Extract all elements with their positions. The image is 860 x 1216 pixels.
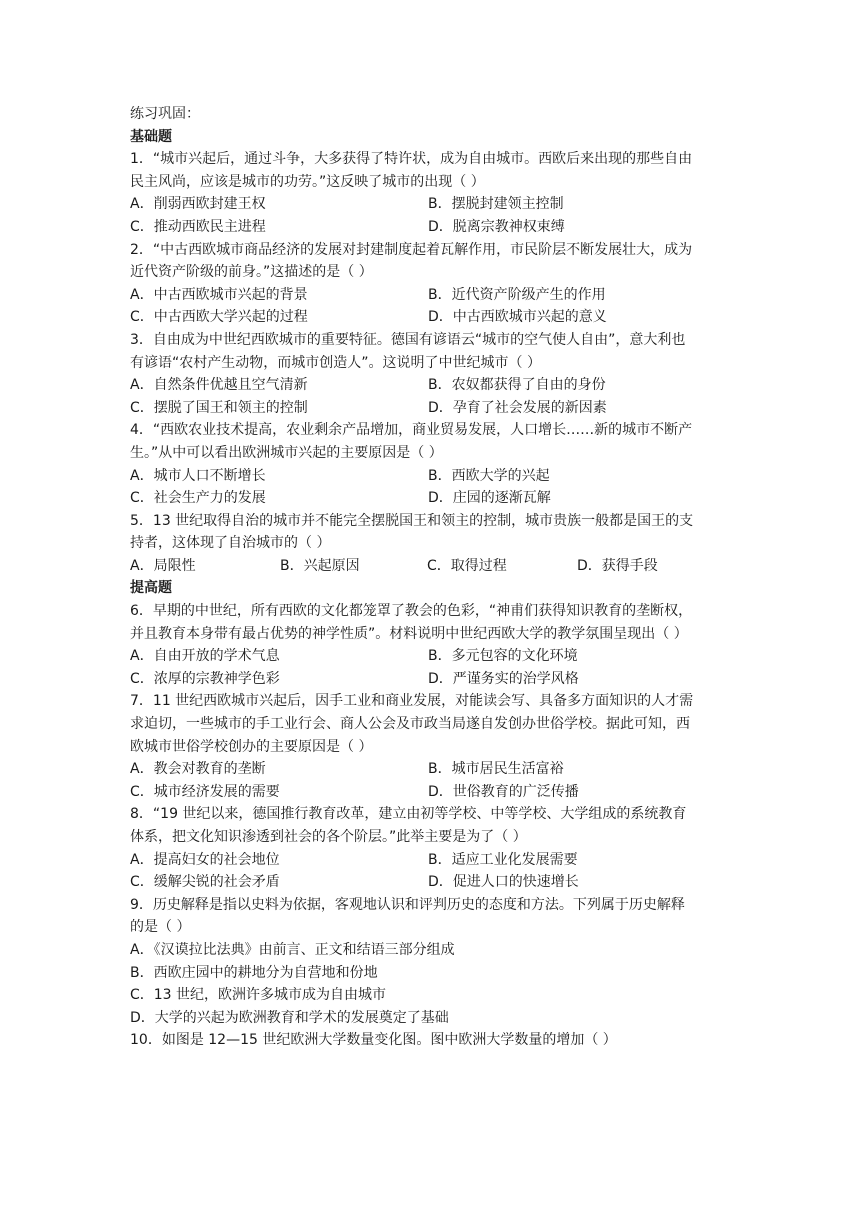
q3-option-a: A．自然条件优越且空气清新 [130, 377, 308, 394]
q2-stem-line-1: 2．“中古西欧城市商品经济的发展对封建制度起着瓦解作用，市民阶层不断发展壮大，成为 [130, 241, 693, 258]
q9-option-a: A．《汉谟拉比法典》由前言、正文和结语三部分组成 [130, 941, 455, 958]
q5-stem-line-2: 持者，这体现了自治城市的（ ） [130, 535, 331, 552]
q5-option-d: D．获得手段 [577, 557, 658, 574]
q8-option-a: A．提高妇女的社会地位 [130, 851, 280, 868]
q9-option-b: B．西欧庄园中的耕地分为自营地和份地 [130, 964, 378, 981]
q5-options-row [130, 555, 730, 578]
q7-stem-line-1: 7．11 世纪西欧城市兴起后，因手工业和商业发展，对能读会写、具备多方面知识的人才需 [130, 693, 694, 710]
q2-option-a: A．中古西欧城市兴起的背景 [130, 286, 308, 303]
q1-option-b: B．摆脱封建领主控制 [428, 196, 564, 213]
section-advanced-heading: 提高题 [130, 580, 172, 597]
q4-options-row-1 [130, 465, 730, 488]
q6-options-row-1 [130, 645, 730, 668]
q4-option-b: B．西欧大学的兴起 [428, 467, 550, 484]
q2-option-d: D．中古西欧城市兴起的意义 [428, 309, 607, 326]
q2-option-b: B．近代资产阶级产生的作用 [428, 286, 606, 303]
q6-options-row-2 [130, 668, 730, 691]
q7-option-a: A．教会对教育的垄断 [130, 761, 266, 778]
q3-option-d: D．孕育了社会发展的新因素 [428, 399, 607, 416]
section-basic-heading: 基础题 [130, 128, 172, 145]
q2-option-c: C．中古西欧大学兴起的过程 [130, 309, 308, 326]
q6-option-b: B．多元包容的文化环境 [428, 648, 578, 665]
q3-options-row-2 [130, 397, 730, 420]
q7-stem-line-3: 欧城市世俗学校创办的主要原因是（ ） [130, 738, 373, 755]
q4-options-row-2 [130, 487, 730, 510]
q3-option-b: B．农奴都获得了自由的身份 [428, 377, 606, 394]
q8-option-b: B．适应工业化发展需要 [428, 851, 578, 868]
q5-option-c: C．取得过程 [427, 557, 507, 574]
q8-stem-line-1: 8．“19 世纪以来，德国推行教育改革，建立由初等学校、中等学校、大学组成的系统教育 [130, 806, 687, 823]
q5-option-b: B．兴起原因 [280, 557, 360, 574]
intro-heading: 练习巩固： [130, 106, 200, 122]
q4-option-d: D．庄园的逐渐瓦解 [428, 490, 551, 507]
q4-stem-line-1: 4．“西欧农业技术提高，农业剩余产品增加，商业贸易发展，人口增长……新的城市不断产 [130, 422, 693, 439]
q5-stem-line-1: 5．13 世纪取得自治的城市并不能完全摆脱国王和领主的控制，城市贵族一般都是国王的支 [130, 512, 694, 529]
q7-option-b: B．城市居民生活富裕 [428, 761, 564, 778]
q9-option-d: D．大学的兴起为欧洲教育和学术的发展奠定了基础 [130, 1009, 449, 1026]
q6-option-d: D．严谨务实的治学风格 [428, 670, 579, 687]
q9-stem-line-1: 9．历史解释是指以史料为依据，客观地认识和评判历史的态度和方法。下列属于历史解释 [130, 896, 685, 913]
q2-stem-line-2: 近代资产阶级的前身。”这描述的是（ ） [130, 264, 373, 281]
q10-stem-line-1: 10．如图是 12—15 世纪欧洲大学数量变化图。图中欧洲大学数量的增加（ ） [130, 1032, 617, 1049]
q7-option-c: C．城市经济发展的需要 [130, 783, 280, 800]
q8-option-c: C．缓解尖锐的社会矛盾 [130, 874, 280, 891]
q2-options-row-2 [130, 306, 730, 329]
q6-stem-line-2: 并且教育本身带有最占优势的神学性质”。材料说明中世纪西欧大学的教学氛围呈现出（ ） [130, 625, 688, 642]
q1-option-c: C．推动西欧民主进程 [130, 218, 266, 235]
q6-option-a: A．自由开放的学术气息 [130, 648, 280, 665]
q9-stem-line-2: 的是（ ） [130, 919, 191, 936]
q3-stem-line-1: 3．自由成为中世纪西欧城市的重要特征。德国有谚语云“城市的空气使人自由”，意大利也 [130, 331, 686, 348]
q8-options-row-1 [130, 849, 730, 872]
q9-option-c: C．13 世纪，欧洲许多城市成为自由城市 [130, 987, 387, 1004]
q6-stem-line-1: 6．早期的中世纪，所有西欧的文化都笼罩了教会的色彩，“神甫们获得知识教育的垄断权， [130, 603, 693, 620]
q1-option-d: D．脱离宗教神权束缚 [428, 218, 565, 235]
q7-option-d: D．世俗教育的广泛传播 [428, 783, 579, 800]
q1-stem-line-2: 民主风尚，应该是城市的功劳。”这反映了城市的出现（ ） [130, 173, 485, 190]
exercise-content [130, 103, 730, 1052]
q1-stem-line-1: 1．“城市兴起后，通过斗争，大多获得了特许状，成为自由城市。西欧后来出现的那些自由 [130, 151, 693, 168]
q8-options-row-2 [130, 871, 730, 894]
q4-stem-line-2: 生。”从中可以看出欧洲城市兴起的主要原因是（ ） [130, 444, 443, 461]
q2-options-row-1 [130, 284, 730, 307]
q4-option-a: A．城市人口不断增长 [130, 467, 266, 484]
q4-option-c: C．社会生产力的发展 [130, 490, 266, 507]
q6-option-c: C．浓厚的宗教神学色彩 [130, 670, 280, 687]
q1-options-row-2 [130, 216, 730, 239]
q3-option-c: C．摆脱了国王和领主的控制 [130, 399, 308, 416]
q8-option-d: D．促进人口的快速增长 [428, 874, 579, 891]
q1-options-row-1 [130, 193, 730, 216]
q5-option-a: A．局限性 [130, 557, 196, 574]
q1-option-a: A．削弱西欧封建王权 [130, 196, 266, 213]
q7-options-row-1 [130, 758, 730, 781]
q7-options-row-2 [130, 781, 730, 804]
q7-stem-line-2: 求迫切，一些城市的手工业行会、商人公会及市政当局遂自发创办世俗学校。据此可知，西 [130, 716, 690, 733]
q3-options-row-1 [130, 374, 730, 397]
q8-stem-line-2: 体系，把文化知识渗透到社会的各个阶层。”此举主要是为了（ ） [130, 829, 527, 845]
q3-stem-line-2: 有谚语“农村产生动物，而城市创造人”。这说明了中世纪城市（ ） [130, 354, 541, 371]
